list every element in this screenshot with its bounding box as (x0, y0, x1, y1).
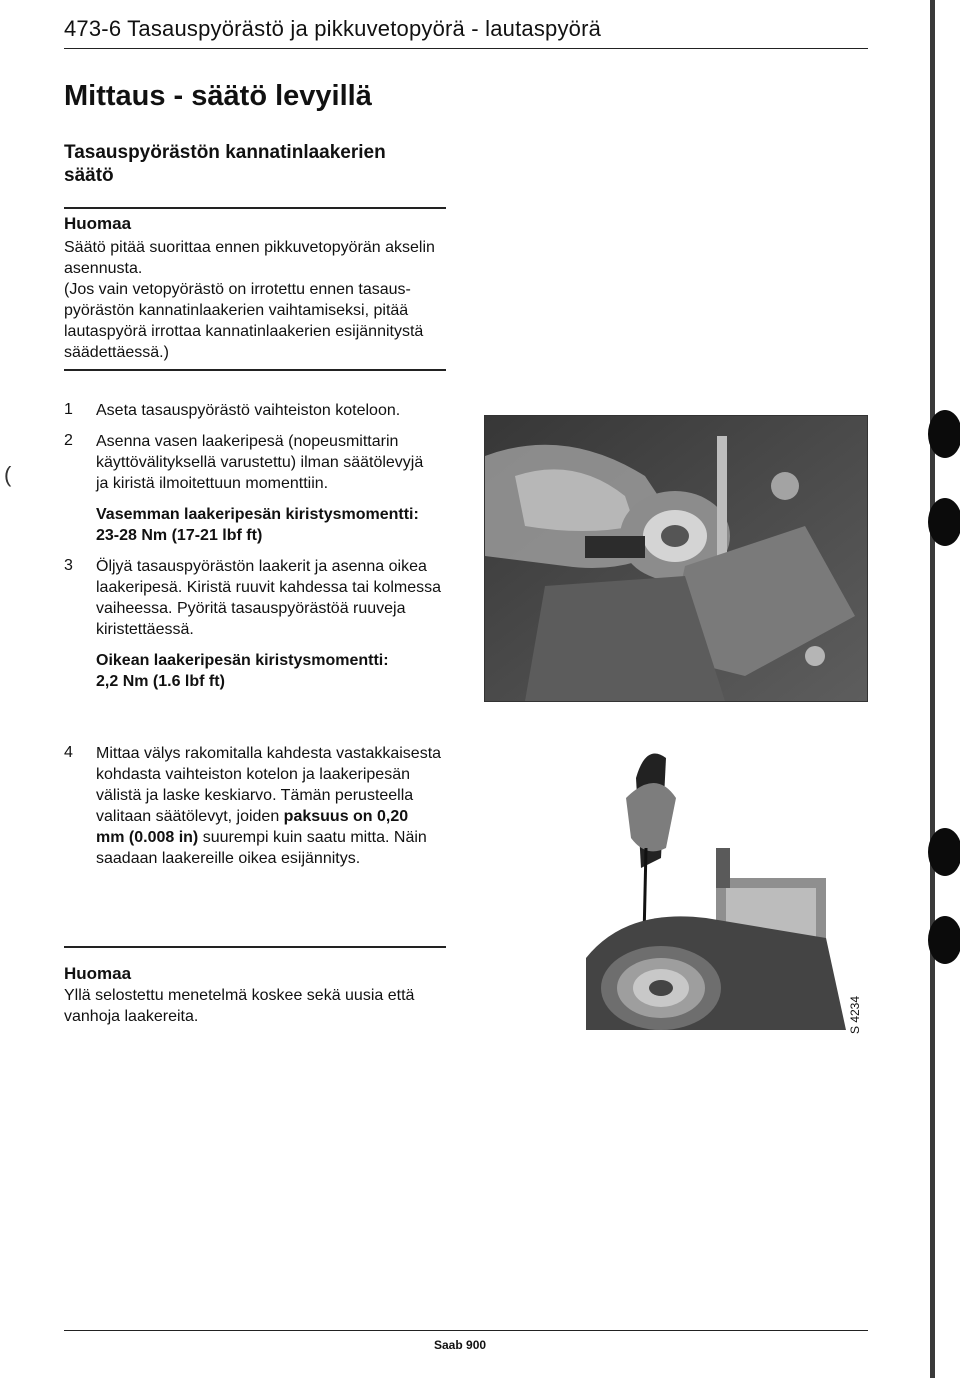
step-number: 4 (64, 744, 73, 761)
note-rule-bottom (64, 369, 446, 371)
step-text: käyttövälityksellä varustettu) ilman säätölevyjä (96, 454, 424, 471)
footer-rule (64, 1330, 868, 1331)
step-text: kiristettäessä. (96, 621, 194, 638)
note-line: Säätö pitää suorittaa ennen pikkuvetopyörän akselin (64, 239, 435, 256)
photo-illustration (485, 416, 867, 701)
step-text: Öljyä tasauspyörästön laakerit ja asenna oikea (96, 558, 427, 575)
step-text: välistä ja laske keskiarvo. Tämän perusteella (96, 787, 414, 804)
section-title-line: Tasauspyörästön kannatinlaakerien (64, 142, 386, 163)
note-title: Huomaa (64, 964, 132, 983)
step-text: saadaan laakereille oikea esijännitys. (96, 850, 361, 867)
section-title (64, 141, 424, 187)
binder-hole (928, 498, 960, 546)
step-text-mixed (96, 827, 427, 848)
step-text-bold: mm (0.008 in) (96, 829, 199, 846)
photo-illustration (566, 738, 866, 1030)
footer-text: Saab 900 (434, 1338, 487, 1352)
step-text-bold: paksuus on 0,20 (283, 808, 409, 825)
note-rule-top (64, 946, 446, 948)
margin-mark: ( (4, 462, 12, 487)
note-line: vanhoja laakereita. (64, 1008, 199, 1025)
torque-spec-label: Oikean laakeripesän kiristysmomentti: (96, 652, 389, 669)
note-line: säädettäessä.) (64, 344, 169, 361)
step-text: Aseta tasauspyörästö vaihteiston koteloon. (96, 402, 401, 419)
section-title-line: säätö (64, 165, 114, 186)
note-rule-top (64, 207, 446, 209)
note-line: asennusta. (64, 260, 143, 277)
note-line: pyörästön kannatinlaakerien vaihtamiseksi, pitää (64, 302, 409, 319)
photo-reference-text: S 4234 (848, 995, 862, 1034)
page-edge (930, 0, 935, 1378)
step-text: kohdasta vaihteiston kotelon ja laakeripesän (96, 766, 410, 783)
page-header: 473-6 Tasauspyörästö ja pikkuvetopyörä - lautaspyörä (64, 16, 602, 41)
photo-reference (846, 984, 864, 1034)
step-text: Mittaa välys rakomitalla kahdesta vastakkaisesta (96, 745, 442, 762)
binder-hole (928, 828, 960, 876)
step-text: Asenna vasen laakeripesä (nopeusmittarin (96, 433, 399, 450)
step-text-part: valitaan säätölevyt, joiden (96, 808, 284, 825)
note-title: Huomaa (64, 214, 132, 233)
photo-gearbox-assembly (484, 415, 868, 702)
note-line: Yllä selostettu menetelmä koskee sekä uusia että (64, 987, 415, 1004)
binder-hole (928, 410, 960, 458)
step-number: 2 (64, 432, 73, 449)
photo-feeler-gauge (566, 738, 866, 1030)
step-number: 3 (64, 557, 73, 574)
step-text-part: suurempi kuin saatu mitta. Näin (198, 829, 427, 846)
step-text: vaiheessa. Pyöritä tasauspyörästöä ruuveja (96, 600, 406, 617)
step-text: ja kiristä ilmoitettuun momenttiin. (96, 475, 329, 492)
step-text: laakeripesä. Kiristä ruuvit kahdessa tai kolmessa (96, 579, 442, 596)
note-line: (Jos vain vetopyörästö on irrotettu ennen tasaus- (64, 281, 411, 298)
header-rule (64, 48, 868, 49)
torque-spec-label: Vasemman laakeripesän kiristysmomentti: (96, 506, 419, 523)
torque-spec-value: 23-28 Nm (17-21 lbf ft) (96, 527, 263, 544)
binder-hole (928, 916, 960, 964)
step-number: 1 (64, 401, 73, 418)
torque-spec-value: 2,2 Nm (1.6 lbf ft) (96, 673, 225, 690)
step-text-mixed (96, 806, 408, 827)
note-line: lautaspyörä irrottaa kannatinlaakerien esijännitystä (64, 323, 424, 340)
page-title: Mittaus - säätö levyillä (64, 80, 372, 112)
